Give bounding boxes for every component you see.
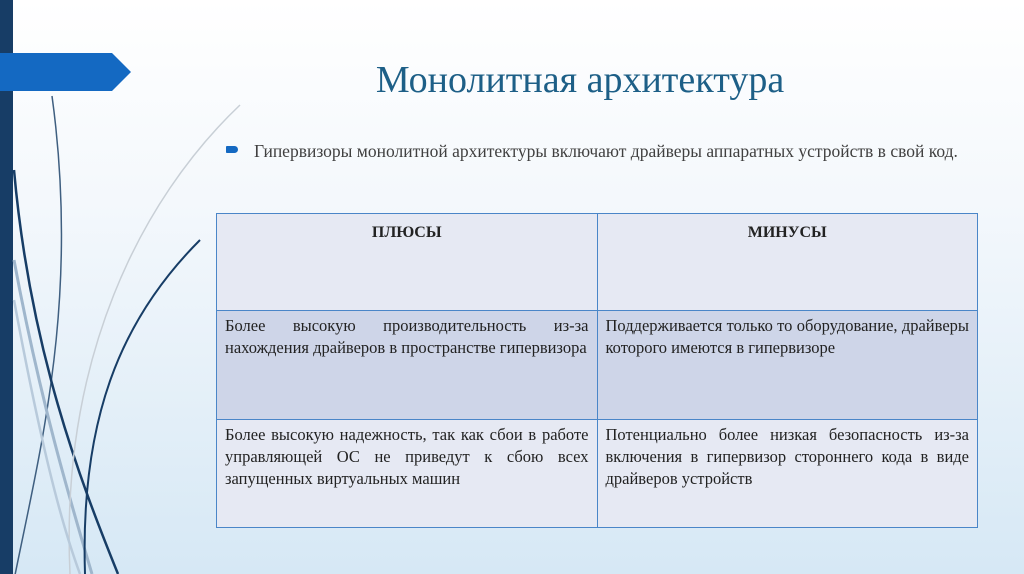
table-cell: Более высокую производительность из-за нахождения драйверов в пространстве гипервизора bbox=[217, 311, 598, 420]
table-row bbox=[217, 311, 978, 420]
table-header-row bbox=[217, 214, 978, 311]
decor-curve bbox=[85, 240, 200, 574]
bullet-arrow-icon bbox=[226, 146, 238, 153]
bullet-item bbox=[226, 139, 966, 163]
title-arrow-banner bbox=[0, 53, 131, 91]
slide-title: Монолитная архитектура bbox=[375, 59, 785, 101]
decor-curve bbox=[69, 105, 240, 574]
table-cell: Поддерживается только то оборудование, драйверы которого имеются в гипервизоре bbox=[597, 311, 978, 420]
bullet-text: Гипервизоры монолитной архитектуры включают драйверы аппаратных устройств в свой код. bbox=[254, 141, 958, 161]
table-row bbox=[217, 420, 978, 528]
table-cell: Потенциально более низкая безопасность из-за включения в гипервизор стороннего кода в виде драйверов устройств bbox=[597, 420, 978, 528]
header-cons: МИНУСЫ bbox=[597, 214, 978, 311]
pros-cons-table bbox=[216, 213, 978, 528]
decor-curve bbox=[14, 170, 118, 574]
header-pros: ПЛЮСЫ bbox=[217, 214, 598, 311]
table-cell: Более высокую надежность, так как сбои в работе управляющей ОС не приведут к сбою всех запущенных виртуальных машин bbox=[217, 420, 598, 528]
